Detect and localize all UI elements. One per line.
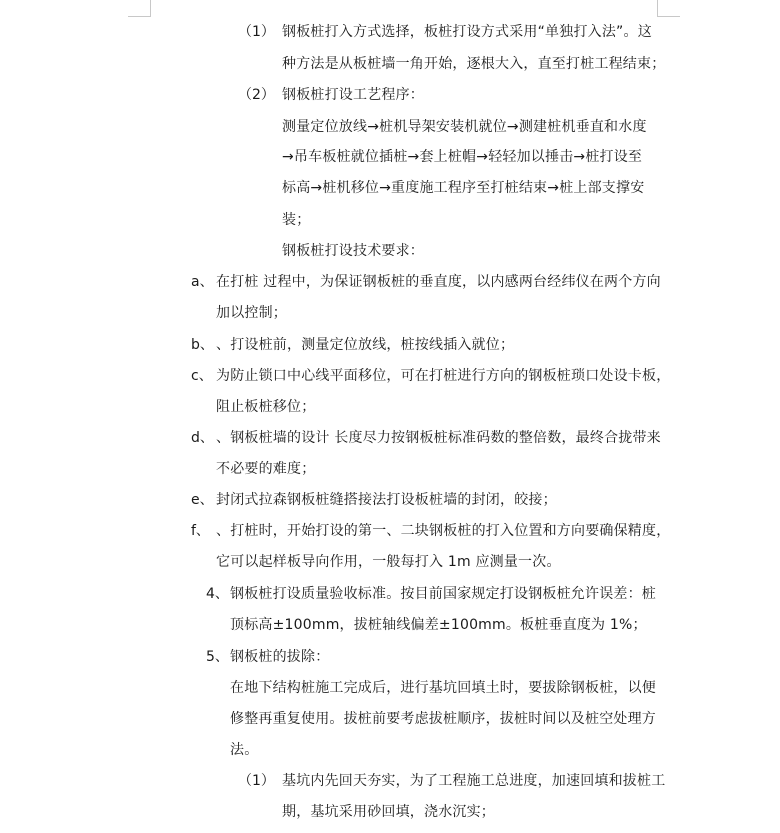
paragraph-line: 、钢板桩墙的设计 长度尽力按钢板桩标准码数的整倍数，最终合拢带来 [216, 430, 661, 446]
item-marker: 4、 [206, 586, 229, 602]
paragraph-line: 修整再重复使用。拔桩前要考虑拔桩顺序，拔桩时间以及桩空处理方 [230, 711, 656, 727]
paragraph-line: 阻止板桩移位； [216, 399, 316, 415]
item-marker: e、 [191, 492, 214, 508]
paragraph-line: 、打桩时，开始打设的第一、二块钢板桩的打入位置和方向要确保精度， [216, 523, 671, 539]
item-marker: c、 [191, 368, 213, 384]
paragraph-line: 钢板桩打入方式选择，板桩打设方式采用“单独打入法”。这 [282, 24, 652, 40]
page-corner-mark-right [657, 0, 680, 17]
item-marker: （2） [238, 87, 275, 103]
paragraph-line: 不必要的难度； [216, 461, 316, 477]
paragraph-line: 测量定位放线→桩机导架安装机就位→测建桩机垂直和水度 [282, 119, 647, 135]
paragraph-line: 标高→桩机移位→重度施工程序至打桩结束→桩上部支撑安 [282, 180, 645, 196]
paragraph-line: 法。 [230, 742, 259, 758]
item-marker: （1） [238, 773, 275, 789]
paragraph-line: 在打桩 过程中，为保证钢板桩的垂直度，以内感两台经纬仪在两个方向 [216, 274, 661, 290]
item-marker: b、 [191, 337, 214, 353]
paragraph-line: 为防止锁口中心线平面移位，可在打桩进行方向的钢板桩琐口处设卡板， [216, 368, 671, 384]
paragraph-line: 在地下结构桩施工完成后，进行基坑回填土时，要拔除钢板桩，以便 [230, 680, 656, 696]
paragraph-line: 种方法是从板桩墙一角开始，逐根大入，直至打桩工程结束； [282, 56, 666, 72]
paragraph-line: 基坑内先回天夯实，为了工程施工总进度，加速回填和拔桩工 [282, 773, 666, 789]
paragraph-line: 钢板桩打设质量验收标准。按目前国家规定打设钢板桩允许误差：桩 [230, 586, 656, 602]
paragraph-line: 加以控制； [216, 305, 287, 321]
item-marker: d、 [191, 430, 214, 446]
paragraph-line: 钢板桩打设工艺程序： [282, 87, 424, 103]
page-corner-mark-left [128, 0, 151, 17]
paragraph-line: →吊车板桩就位插桩→套上桩帽→轻轻加以捶击→桩打设至 [282, 149, 643, 165]
paragraph-line: 封闭式拉森钢板桩缝搭接法打设板桩墙的封闭，皎接； [216, 492, 557, 508]
paragraph-line: 顶标高±100mm，拔桩轴线偏差±100mm。板桩垂直度为 1%； [230, 617, 647, 633]
item-marker: f、 [191, 523, 210, 539]
paragraph-line: 、打设桩前，测量定位放线，桩按线插入就位； [216, 337, 515, 353]
paragraph-line: 它可以起样板导向作用，一般每打入 1m 应测量一次。 [216, 554, 561, 570]
item-marker: a、 [191, 274, 214, 290]
paragraph-line: 期，基坑采用砂回填，浇水沉实； [282, 804, 495, 820]
paragraph-line: 钢板桩打设技术要求： [282, 243, 424, 259]
item-marker: （1） [238, 24, 275, 40]
paragraph-line: 钢板桩的拔除： [230, 649, 330, 665]
paragraph-line: 装； [282, 212, 311, 228]
item-marker: 5、 [206, 649, 229, 665]
